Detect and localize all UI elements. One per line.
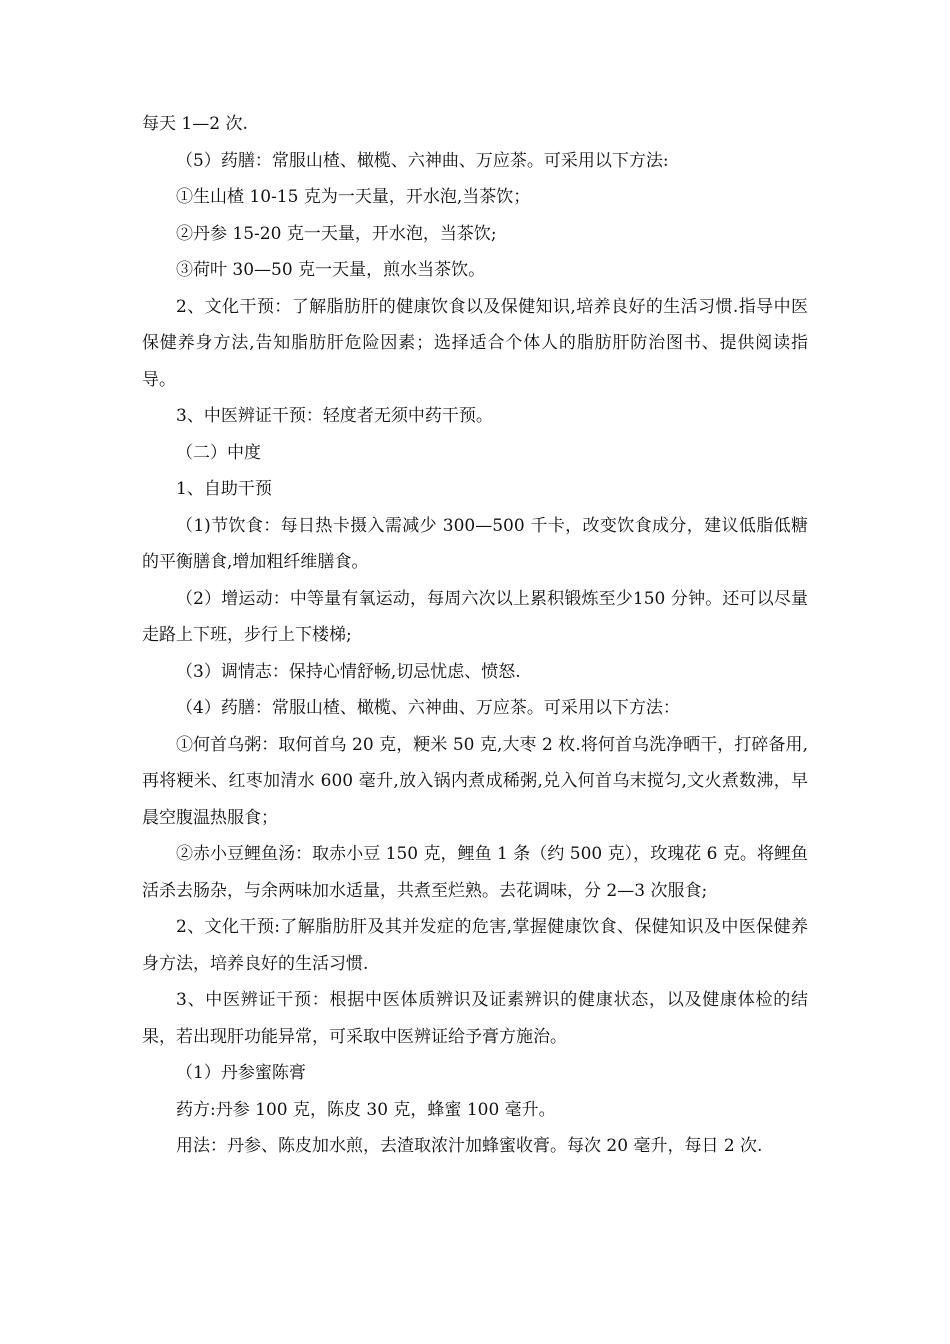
- paragraph-prescription: 药方:丹参 100 克，陈皮 30 克，蜂蜜 100 毫升。: [176, 1099, 556, 1120]
- subheading-salvia-paste: （1）丹参蜜陈膏: [176, 1063, 306, 1083]
- paragraph-diet-herbs-mild: （5）药膳：常服山楂、橄榄、六神曲、万应茶。可采用以下方法:: [176, 150, 669, 171]
- paragraph-method-lotus-leaf: ③荷叶 30—50 克一天量，煎水当茶饮。: [176, 260, 486, 280]
- paragraph-emotion: （3）调情志：保持心情舒畅,切忌忧虑、愤怒.: [176, 661, 521, 682]
- paragraph-diet-control: （1)节饮食：每日热卡摄入需减少 300—500 千卡，改变饮食成分，建议低脂低糖的平衡膳食,增加粗纤维膳食。: [142, 515, 808, 572]
- paragraph-tcm-intervention-mild: 3、中医辨证干预：轻度者无须中药干预。: [176, 406, 493, 426]
- paragraph-culture-intervention-moderate: 2、文化干预:了解脂肪肝及其并发症的危害,掌握健康饮食、保健知识及中医保健养身方法，培养良好的生活习惯.: [142, 917, 808, 974]
- paragraph-method-salvia: ②丹参 15-20 克一天量，开水泡，当茶饮;: [176, 223, 497, 244]
- paragraph-continuation: 每天 1—2 次.: [142, 114, 248, 134]
- paragraph-usage: 用法：丹参、陈皮加水煎，去渣取浓汁加蜂蜜收膏。每次 20 毫升，每日 2 次.: [176, 1136, 763, 1156]
- paragraph-diet-herbs-moderate: （4）药膳：常服山楂、橄榄、六神曲、万应茶。可采用以下方法：: [176, 698, 680, 718]
- paragraph-method-hawthorn: ①生山楂 10-15 克为一天量，开水泡,当茶饮；: [176, 187, 531, 207]
- subheading-self-help: 1、自助干预: [176, 479, 272, 499]
- paragraph-recipe-porridge: ①何首乌粥：取何首乌 20 克，粳米 50 克,大枣 2 枚.将何首乌洗净晒干，打碎备用,再将粳米、红枣加清水 600 毫升,放入锅内煮成稀粥,兑入何首乌末搅匀,文火煮数沸，早晨空腹温热服食；: [142, 734, 808, 828]
- paragraph-exercise: （2）增运动：中等量有氧运动，每周六次以上累积锻炼至少150 分钟。还可以尽量走路上下班，步行上下楼梯;: [142, 588, 808, 645]
- section-heading-moderate: （二）中度: [176, 442, 261, 463]
- paragraph-culture-intervention-mild: 2、文化干预：了解脂肪肝的健康饮食以及保健知识,培养良好的生活习惯.指导中医保健养身方法,告知脂肪肝危险因素；选择适合个体人的脂肪肝防治图书、提供阅读指导。: [142, 296, 808, 390]
- paragraph-tcm-intervention-moderate: 3、中医辨证干预：根据中医体质辨识及证素辨识的健康状态，以及健康体检的结果，若出现肝功能异常，可采取中医辨证给予膏方施治。: [142, 990, 808, 1047]
- paragraph-recipe-carp-soup: ②赤小豆鲤鱼汤：取赤小豆 150 克，鲤鱼 1 条（约 500 克），玫瑰花 6 克。将鲤鱼活杀去肠杂，与余两味加水适量，共煮至烂熟。去花调味，分 2—3 次服食;: [142, 844, 808, 901]
- document-body: [142, 106, 808, 1165]
